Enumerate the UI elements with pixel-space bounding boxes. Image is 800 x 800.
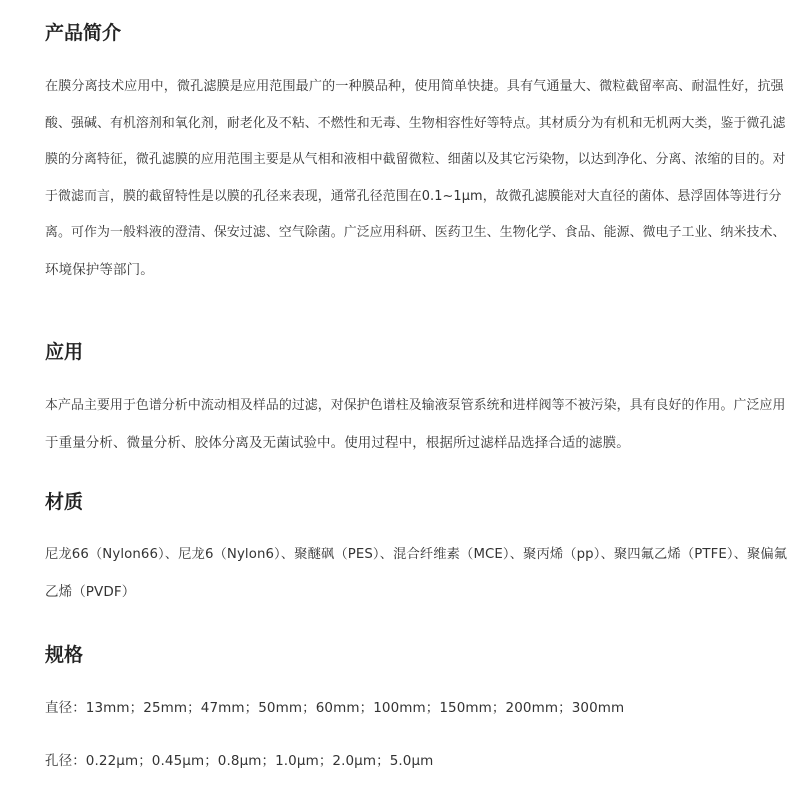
intro-line: 离。可作为一般料液的澄清、保安过滤、空气除菌。广泛应用科研、医药卫生、生物化学、食品、能源、微电子工业、纳米技术、	[45, 225, 786, 240]
intro-line: 在膜分离技术应用中，微孔滤膜是应用范围最广的一种膜品种，使用简单快捷。具有气通量大、微粒截留率高、耐温性好，抗强	[45, 79, 784, 94]
material-line: 乙烯（PVDF）	[45, 583, 136, 600]
material-line: 尼龙66（Nylon66）、尼龙6（Nylon6）、聚醚砜（PES）、混合纤维素（MCE）、聚丙烯（pp）、聚四氟乙烯（PTFE）、聚偏氟	[45, 547, 788, 562]
section-title-spec: 规格	[45, 644, 84, 666]
section-title-material: 材质	[45, 491, 84, 513]
intro-line: 酸、强碱、有机溶剂和氧化剂，耐老化及不粘、不燃性和无毒、生物相容性好等特点。其材质分为有机和无机两大类，鉴于微孔滤	[45, 115, 786, 131]
spec-pore-size	[45, 743, 790, 780]
section-title-intro: 产品简介	[45, 22, 122, 44]
intro-line: 环境保护等部门。	[45, 261, 154, 278]
intro-line: 膜的分离特征，微孔滤膜的应用范围主要是从气相和液相中截留微粒、细菌以及其它污染物，以达到净化、分离、浓缩的目的。对	[45, 152, 786, 167]
section-title-application: 应用	[45, 341, 84, 363]
intro-paragraph	[45, 69, 790, 288]
spec-diameter	[45, 690, 790, 727]
spec-diameter-text: 直径：13mm；25mm；47mm；50mm；60mm；100mm；150mm；200mm；300mm	[45, 700, 625, 716]
spec-pore-text: 孔径：0.22μm；0.45μm；0.8μm；1.0μm；2.0μm；5.0μm	[45, 753, 434, 769]
application-line: 本产品主要用于色谱分析中流动相及样品的过滤，对保护色谱柱及输液泵管系统和进样阀等不被污染，具有良好的作用。广泛应用	[45, 398, 786, 413]
application-line: 于重量分析、微量分析、胶体分离及无菌试验中。使用过程中，根据所过滤样品选择合适的滤膜。	[45, 434, 630, 451]
material-paragraph	[45, 537, 790, 610]
intro-line: 于微滤而言，膜的截留特性是以膜的孔径来表现，通常孔径范围在0.1~1μm，故微孔滤膜能对大直径的菌体、悬浮固体等进行分	[45, 188, 782, 204]
application-paragraph	[45, 388, 790, 461]
